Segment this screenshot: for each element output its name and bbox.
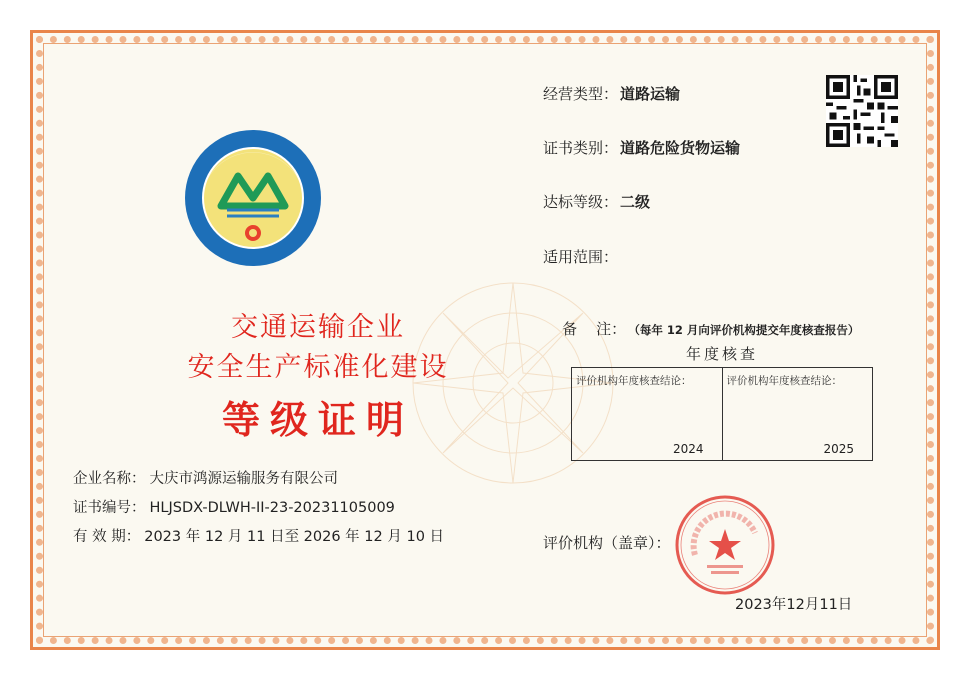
- title-line-1: 交通运输企业: [231, 312, 405, 343]
- cert-number-value: HLJSDX-DLWH-II-23-20231105009: [149, 500, 395, 516]
- certificate: [30, 30, 940, 650]
- company-name-label: 企业名称：: [73, 471, 146, 487]
- issue-date: 2023年12月11日: [735, 597, 853, 613]
- grade-label: 达标等级：: [543, 193, 619, 211]
- review-cell-header: 评价机构年度核查结论：: [726, 375, 842, 387]
- scope-row: [543, 246, 620, 267]
- issuer-label: 评价机构（盖章）：: [543, 534, 671, 552]
- validity-row: [73, 525, 444, 546]
- validity-value: 2023 年 12 月 11 日至 2026 年 12 月 10 日: [144, 529, 445, 545]
- company-name-row: [73, 467, 338, 488]
- review-cell-2024: [572, 368, 722, 460]
- annual-review-table: [571, 367, 873, 461]
- safety-standardization-emblem: [183, 128, 323, 268]
- cert-number-label: 证书编号：: [73, 500, 146, 516]
- grade-row: [543, 191, 650, 212]
- note-value: （每年 12 月向评价机构提交年度核查报告）: [634, 323, 860, 337]
- annual-review-title: 年度核查: [685, 345, 758, 363]
- review-cell-year: 2025: [823, 442, 854, 456]
- qr-code: [826, 75, 898, 147]
- title-line-2: 安全生产标准化建设: [187, 352, 449, 383]
- title-line-3: 等级证明: [221, 397, 414, 442]
- grade-value: 二级: [620, 193, 651, 211]
- validity-label: 有 效 期：: [73, 529, 141, 545]
- cert-category-label: 证书类别：: [543, 139, 619, 157]
- review-cell-year: 2024: [672, 442, 704, 456]
- review-cell-header: 评价机构年度核查结论：: [576, 375, 692, 387]
- company-name-value: 大庆市鸿源运输服务有限公司: [149, 471, 338, 487]
- business-type-value: 道路运输: [620, 85, 681, 103]
- scope-label: 适用范围：: [543, 248, 619, 266]
- official-seal: [673, 493, 777, 597]
- business-type-label: 经营类型：: [543, 85, 619, 103]
- cert-category-row: [543, 137, 740, 158]
- cert-number-row: [73, 496, 395, 517]
- cert-category-value: 道路危险货物运输: [620, 139, 741, 157]
- business-type-row: [543, 83, 680, 104]
- note-label: 备 注：: [562, 320, 627, 338]
- review-cell-2025: [722, 368, 873, 460]
